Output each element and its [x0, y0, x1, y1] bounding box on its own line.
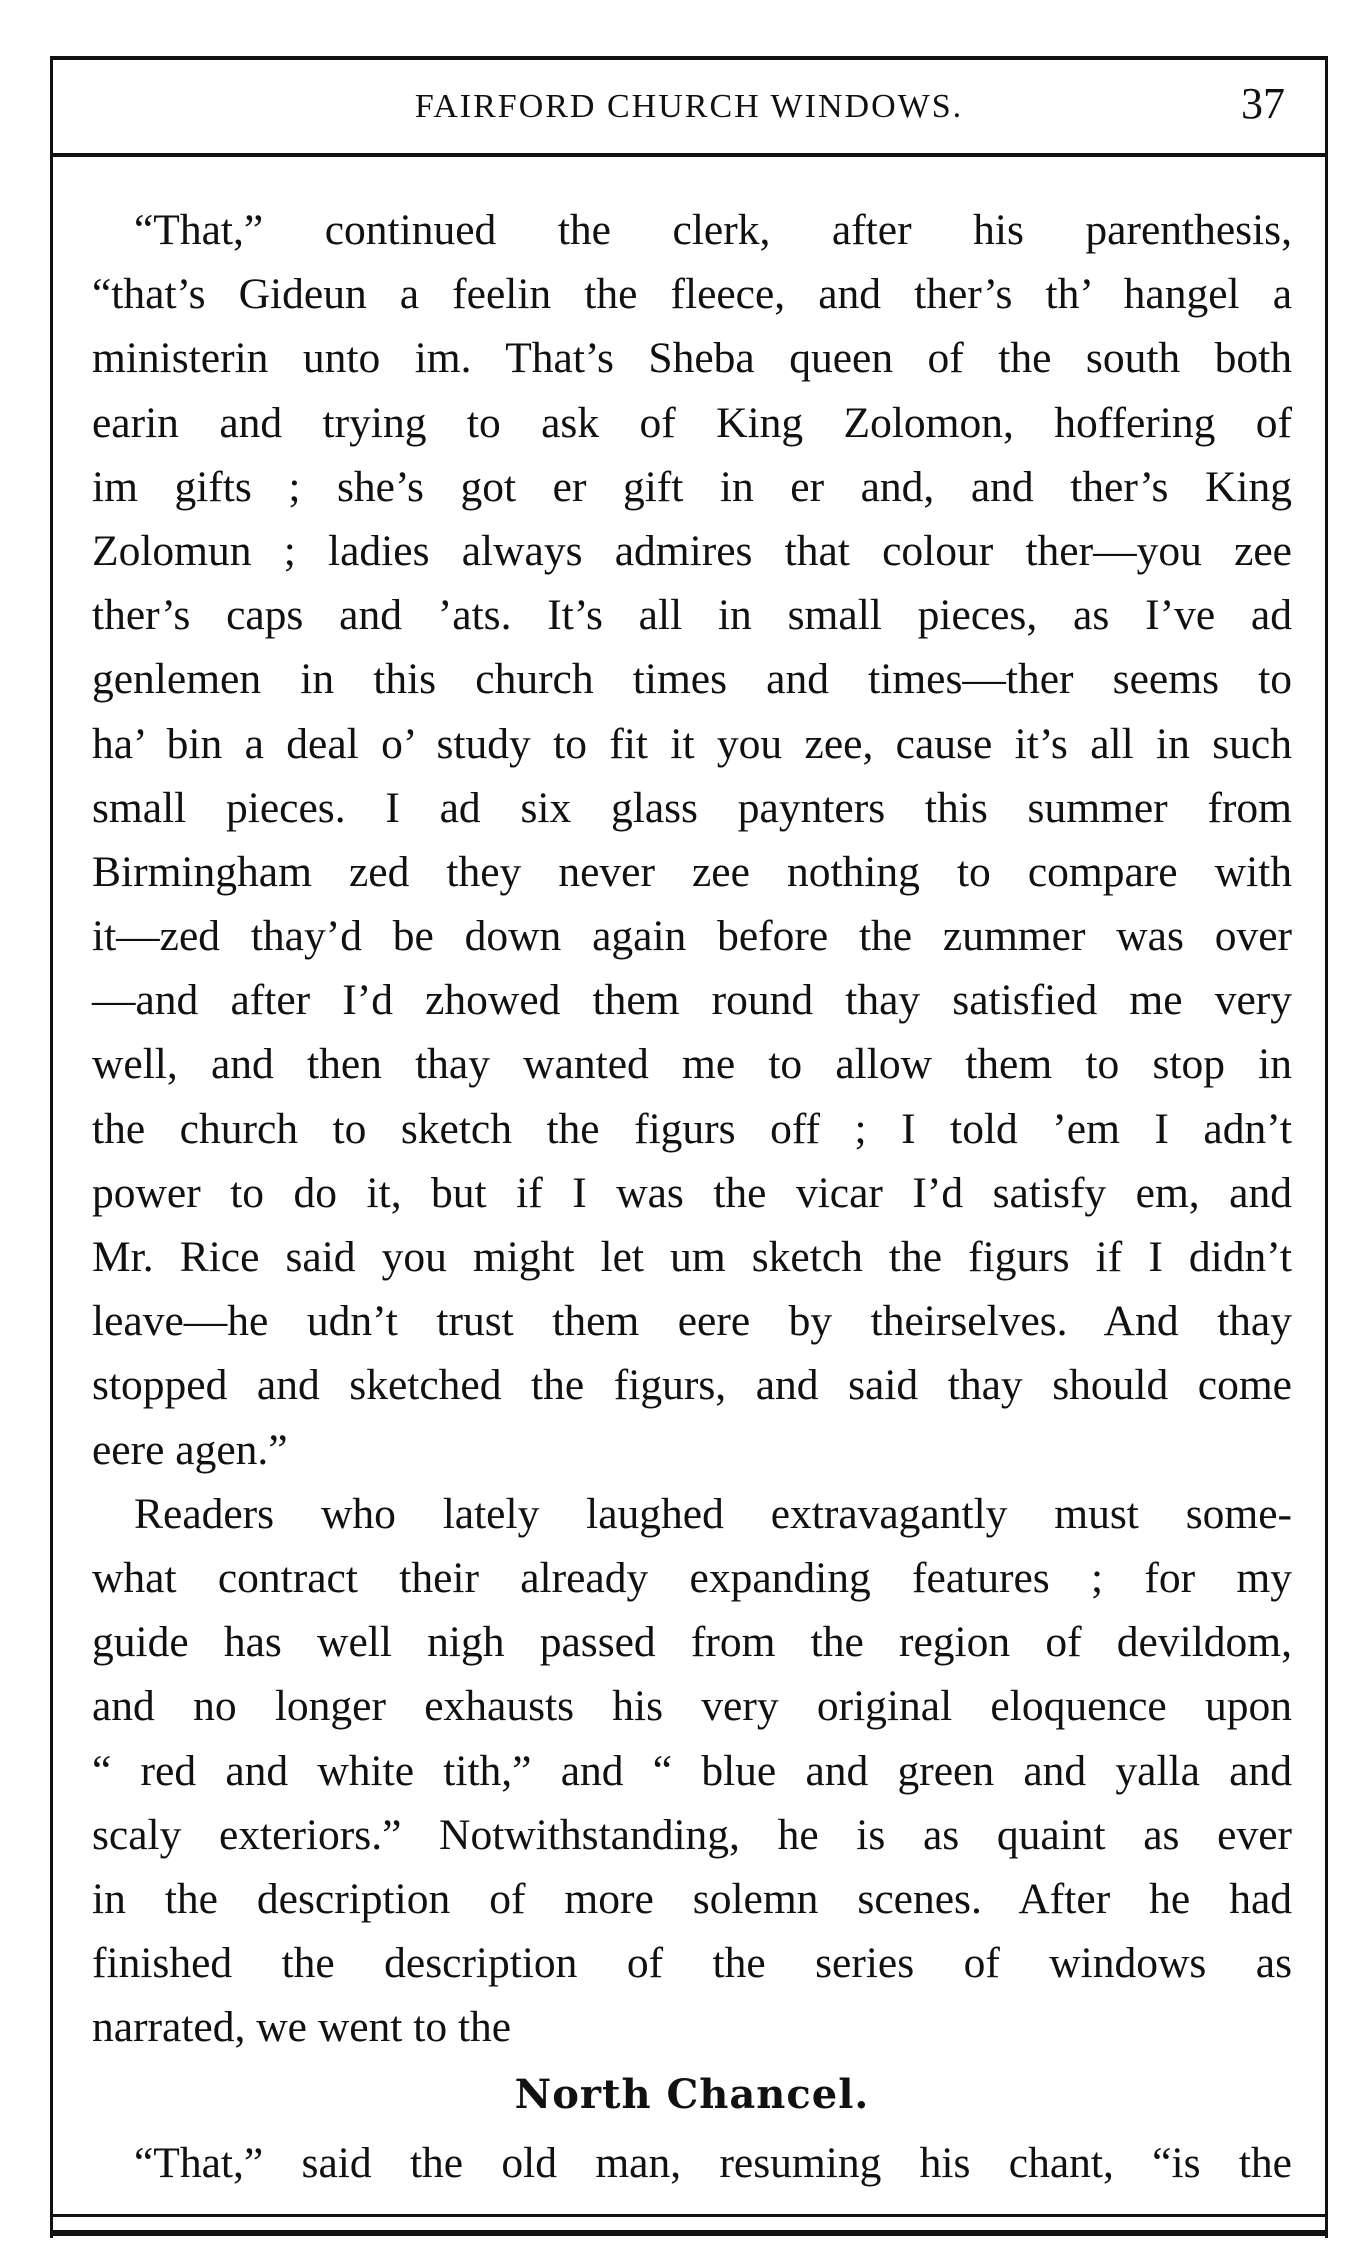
text-line: what contract their already expanding features ; for my	[92, 1553, 1292, 1602]
text-line: power to do it, but if I was the vicar I’d satisfy em, and	[92, 1168, 1292, 1217]
text-line: finished the description of the series of windows as	[92, 1939, 1292, 1988]
text-line: —and after I’d zhowed them round thay satisfied me very	[92, 976, 1292, 1025]
text-line: “That,” continued the clerk, after his parenthesis,	[134, 206, 1292, 254]
text-line: “that’s Gideun a feelin the fleece, and ther’s th’ hangel a	[92, 270, 1292, 319]
bottom-rule-thick	[50, 2230, 1328, 2236]
text-line: narrated, we went to the	[92, 2003, 512, 2052]
text-line: Zolomun ; ladies always admires that colour ther—you zee	[92, 526, 1292, 575]
text-line: well, and then thay wanted me to allow them to stop in	[92, 1040, 1292, 1089]
body-text	[92, 198, 1292, 2196]
section-heading: North Chancel.	[514, 2071, 870, 2119]
text-line: earin and trying to ask of King Zolomon, hoffering of	[92, 398, 1292, 447]
bottom-rule-thin	[50, 2214, 1328, 2217]
text-line: guide has well nigh passed from the region of devildom,	[92, 1618, 1292, 1667]
text-line: ministerin unto im. That’s Sheba queen of the south both	[92, 334, 1292, 383]
text-line: ha’ bin a deal o’ study to fit it you zee, cause it’s all in such	[92, 719, 1292, 768]
text-line: the church to sketch the figurs off ; I told ’em I adn’t	[92, 1104, 1292, 1153]
text-line: eere agen.”	[92, 1425, 288, 1474]
running-head	[53, 78, 1325, 148]
page-number: 37	[1241, 79, 1285, 128]
text-line: “ red and white tith,” and “ blue and green and yalla and	[92, 1746, 1292, 1795]
running-title: FAIRFORD CHURCH WINDOWS.	[414, 88, 964, 125]
text-line: leave—he udn’t trust them eere by theirselves. And thay	[92, 1297, 1292, 1346]
text-line: Birmingham zed they never zee nothing to compare with	[92, 847, 1292, 896]
text-line: stopped and sketched the figurs, and said thay should come	[92, 1361, 1292, 1410]
text-line: Readers who lately laughed extravagantly must some-	[134, 1489, 1292, 1538]
text-line: ther’s caps and ’ats. It’s all in small pieces, as I’ve ad	[92, 591, 1292, 640]
text-line: scaly exteriors.” Notwithstanding, he is as quaint as ever	[92, 1810, 1292, 1859]
text-line: small pieces. I ad six glass paynters this summer from	[92, 783, 1292, 832]
text-line: “That,” said the old man, resuming his chant, “is the	[134, 2139, 1292, 2188]
text-line: genlemen in this church times and times—ther seems to	[92, 655, 1292, 704]
text-line: im gifts ; she’s got er gift in er and, and ther’s King	[92, 462, 1292, 511]
text-line: it—zed thay’d be down again before the zummer was over	[92, 912, 1292, 961]
text-line: and no longer exhausts his very original eloquence upon	[92, 1682, 1292, 1731]
text-line: Mr. Rice said you might let um sketch the figurs if I didn’t	[92, 1233, 1292, 1281]
text-line: in the description of more solemn scenes. After he had	[92, 1874, 1292, 1923]
header-rule	[50, 153, 1328, 157]
